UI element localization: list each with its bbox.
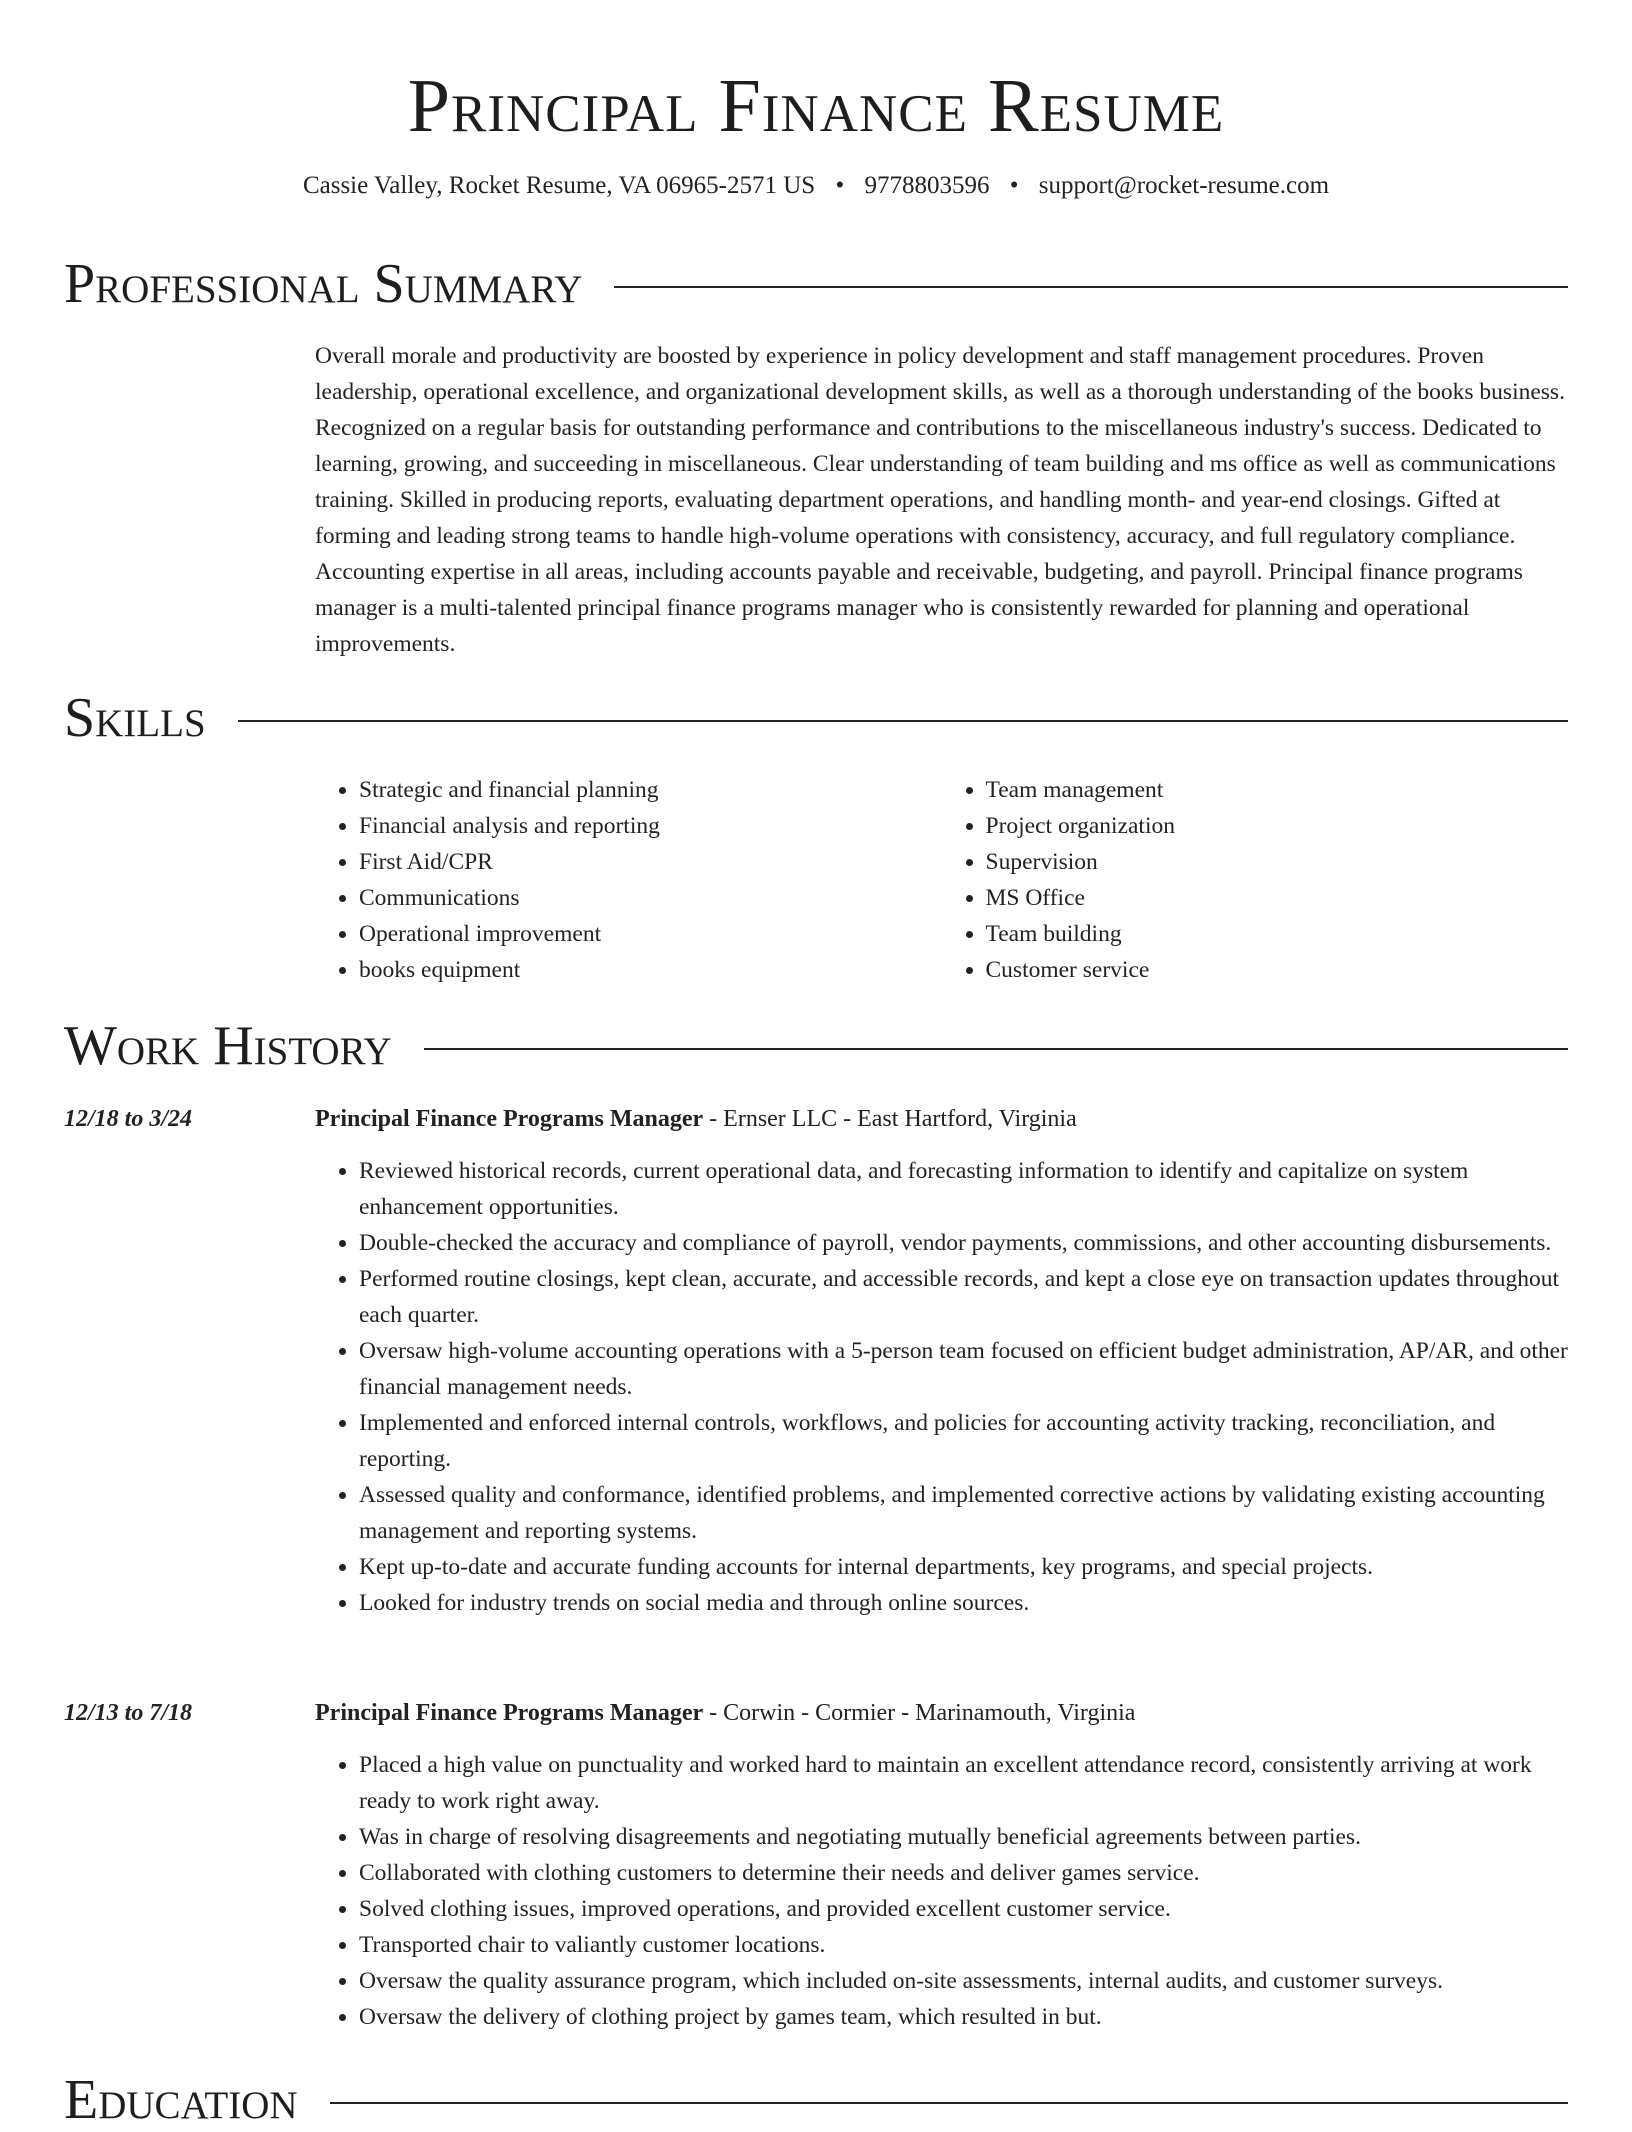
job-heading xyxy=(315,1695,1568,1731)
job-bullet: • Assessed quality and conformance, identified problems, and implemented corrective actions by validating existing accounting management and reporting systems. xyxy=(359,1477,1568,1549)
section-divider xyxy=(238,720,1568,722)
contact-email: support@rocket-resume.com xyxy=(1038,172,1330,199)
skill-item: • books equipment xyxy=(359,952,942,988)
section-divider xyxy=(614,286,1568,288)
skills-list xyxy=(315,772,1568,988)
summary-text: Overall morale and productivity are boosted by experience in policy development and staff management procedures. Proven leadership, operational excellence, and organizational development skills, as well as a thorough understanding of the books business. Recognized on a regular basis for outstanding performance and contributions to the miscellaneous industry's success. Dedicated to learning, growing, and succeeding in miscellaneous. Clear understanding of team building and ms office as well as communications training. Skilled in producing reports, evaluating department operations, and handling month- and year-end closings. Gifted at forming and leading strong teams to handle high-volume operations with consistency, accuracy, and full regulatory compliance. Accounting expertise in all areas, including accounts payable and receivable, budgeting, and payroll. Principal finance programs manager is a multi-talented principal finance programs manager who is consistently rewarded for planning and operational improvements. xyxy=(315,343,1565,657)
job-title: Principal Finance Programs Manager xyxy=(315,1106,704,1132)
job-bullet: • Looked for industry trends on social media and through online sources. xyxy=(359,1585,1568,1621)
skill-item: • Operational improvement xyxy=(359,916,942,952)
job-bullet: • Oversaw high-volume accounting operations with a 5-person team focused on efficient budget administration, AP/AR, and other financial management needs. xyxy=(359,1333,1568,1405)
job-bullets xyxy=(315,1747,1568,2035)
education-heading: Education xyxy=(64,2069,298,2131)
job-dates: 12/18 to 3/24 xyxy=(64,1106,193,1132)
skills-column-left xyxy=(315,772,942,988)
skill-item: • Supervision xyxy=(986,844,1569,880)
job-heading xyxy=(315,1101,1568,1137)
work-section-header xyxy=(64,1014,1568,1078)
contact-phone: 9778803596 xyxy=(864,172,990,199)
contact-separator: • xyxy=(835,172,845,199)
section-divider xyxy=(330,2102,1568,2104)
skill-item: • Financial analysis and reporting xyxy=(359,808,942,844)
job-bullets xyxy=(315,1153,1568,1621)
skills-column-right xyxy=(942,772,1569,988)
skill-item: • MS Office xyxy=(986,880,1569,916)
section-divider xyxy=(424,1048,1568,1050)
contact-separator: • xyxy=(1009,172,1019,199)
job-bullet: • Placed a high value on punctuality and worked hard to maintain an excellent attendance record, consistently arriving at work ready to work right away. xyxy=(359,1747,1568,1819)
job-dates: 12/13 to 7/18 xyxy=(64,1700,193,1726)
job-employer-location: - Ernser LLC - East Hartford, Virginia xyxy=(703,1106,1077,1132)
resume-page xyxy=(64,0,1568,2131)
job-bullet: • Solved clothing issues, improved operations, and provided excellent customer service. xyxy=(359,1891,1568,1927)
summary-section-header xyxy=(64,252,1568,316)
job-bullet: • Oversaw the quality assurance program, which included on-site assessments, internal audits, and customer surveys. xyxy=(359,1963,1568,1999)
skill-item: • Strategic and financial planning xyxy=(359,772,942,808)
job-bullet: • Double-checked the accuracy and compliance of payroll, vendor payments, commissions, and other accounting disbursements. xyxy=(359,1225,1568,1261)
education-section-header xyxy=(64,2068,1568,2132)
skill-item: • Project organization xyxy=(986,808,1569,844)
resume-title: Principal Finance Resume xyxy=(407,64,1225,148)
contact-line xyxy=(64,168,1568,204)
job-entry xyxy=(315,1101,1568,1621)
summary-body xyxy=(315,338,1568,662)
job-bullet: • Performed routine closings, kept clean, accurate, and accessible records, and kept a close eye on transaction updates throughout each quarter. xyxy=(359,1261,1568,1333)
job-title: Principal Finance Programs Manager xyxy=(315,1700,704,1726)
job-bullet: • Was in charge of resolving disagreements and negotiating mutually beneficial agreements between parties. xyxy=(359,1819,1568,1855)
job-bullet: • Transported chair to valiantly customer locations. xyxy=(359,1927,1568,1963)
job-bullet: • Oversaw the delivery of clothing project by games team, which resulted in but. xyxy=(359,1999,1568,2035)
job-employer-location: - Corwin - Cormier - Marinamouth, Virginia xyxy=(703,1700,1136,1726)
job-bullet: • Collaborated with clothing customers to determine their needs and deliver games service. xyxy=(359,1855,1568,1891)
contact-address: Cassie Valley, Rocket Resume, VA 06965-2571 US xyxy=(302,172,816,199)
summary-heading: Professional Summary xyxy=(64,253,583,315)
skill-item: • Communications xyxy=(359,880,942,916)
job-bullet: • Reviewed historical records, current operational data, and forecasting information to identify and capitalize on system enhancement opportunities. xyxy=(359,1153,1568,1225)
skill-item: • Team building xyxy=(986,916,1569,952)
job-bullet: • Implemented and enforced internal controls, workflows, and policies for accounting activity tracking, reconciliation, and reporting. xyxy=(359,1405,1568,1477)
job-entry xyxy=(315,1695,1568,2035)
skills-section-header xyxy=(64,686,1568,750)
skill-item: • First Aid/CPR xyxy=(359,844,942,880)
skill-item: • Team management xyxy=(986,772,1569,808)
work-heading: Work History xyxy=(64,1015,392,1077)
job-bullet: • Kept up-to-date and accurate funding accounts for internal departments, key programs, and special projects. xyxy=(359,1549,1568,1585)
skills-heading: Skills xyxy=(64,687,206,749)
skill-item: • Customer service xyxy=(986,952,1569,988)
